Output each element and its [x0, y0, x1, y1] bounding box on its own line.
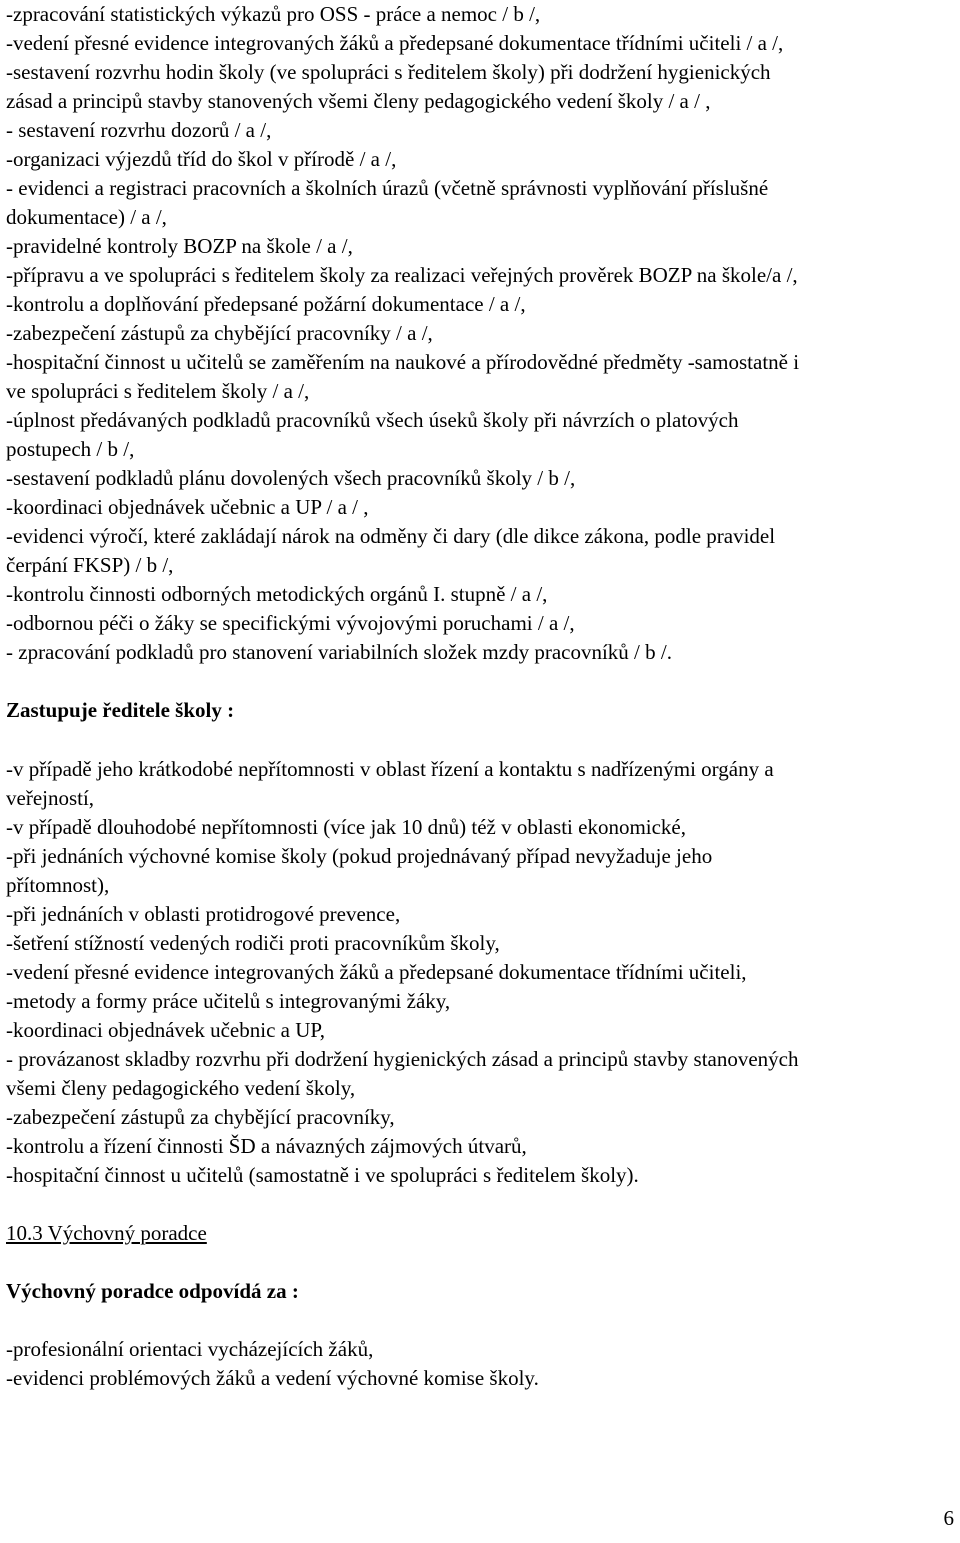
page-number: 6 [943, 1506, 954, 1530]
list-line: -šetření stížností vedených rodiči proti pracovníkům školy, [6, 931, 500, 955]
list-line: -zabezpečení zástupů za chybějící pracovníky / a /, [6, 321, 433, 345]
list-line: -vedení přesné evidence integrovaných žáků a předepsané dokumentace třídními učiteli / a /, [6, 31, 784, 55]
list-line: -sestavení rozvrhu hodin školy (ve spolupráci s ředitelem školy) při dodržení hygienických [6, 60, 771, 84]
list-line: -koordinaci objednávek učebnic a UP, [6, 1018, 325, 1042]
list-line: -zpracování statistických výkazů pro OSS - práce a nemoc / b /, [6, 2, 541, 26]
list-line: ve spolupráci s ředitelem školy / a /, [6, 379, 310, 403]
list-line: -pravidelné kontroly BOZP na škole / a /, [6, 234, 353, 258]
list-line: zásad a principů stavby stanovených všemi členy pedagogického vedení školy / a / , [6, 89, 711, 113]
list-line: -zabezpečení zástupů za chybějící pracovníky, [6, 1105, 395, 1129]
list-line: veřejností, [6, 786, 95, 810]
deputy-list [6, 755, 799, 1190]
deputy-heading: Zastupuje ředitele školy : [6, 698, 235, 722]
list-line: -evidenci problémových žáků a vedení výchovné komise školy. [6, 1366, 539, 1390]
list-line: čerpání FKSP) / b /, [6, 553, 174, 577]
list-line: -kontrolu a řízení činnosti ŠD a návazných zájmových útvarů, [6, 1134, 527, 1158]
list-line: -odbornou péči o žáky se specifickými vývojovými poruchami / a /, [6, 611, 575, 635]
list-line: - sestavení rozvrhu dozorů / a /, [6, 118, 272, 142]
list-line: postupech / b /, [6, 437, 135, 461]
list-line: -kontrolu a doplňování předepsané požární dokumentace / a /, [6, 292, 526, 316]
list-line: -při jednáních v oblasti protidrogové prevence, [6, 902, 401, 926]
list-line: -sestavení podkladů plánu dovolených všech pracovníků školy / b /, [6, 466, 576, 490]
list-line: -v případě dlouhodobé nepřítomnosti (více jak 10 dnů) též v oblasti ekonomické, [6, 815, 686, 839]
responsibilities-list [6, 0, 799, 667]
list-line: -v případě jeho krátkodobé nepřítomnosti v oblast řízení a kontaktu s nadřízenými orgány a [6, 757, 774, 781]
section-title: 10.3 Výchovný poradce [6, 1221, 207, 1245]
list-line: - provázanost skladby rozvrhu při dodržení hygienických zásad a principů stavby stanovených [6, 1047, 799, 1071]
list-line: -metody a formy práce učitelů s integrovanými žáky, [6, 989, 451, 1013]
list-line: -profesionální orientaci vycházejících žáků, [6, 1337, 374, 1361]
list-line: - evidenci a registraci pracovních a školních úrazů (včetně správnosti vyplňování příslušné [6, 176, 769, 200]
list-line: -evidenci výročí, které zakládají nárok na odměny či dary (dle dikce zákona, podle pravidel [6, 524, 776, 548]
counselor-list [6, 1335, 539, 1393]
list-line: -hospitační činnost u učitelů (samostatně i ve spolupráci s ředitelem školy). [6, 1163, 639, 1187]
list-line: dokumentace) / a /, [6, 205, 167, 229]
list-line: -koordinaci objednávek učebnic a UP / a / , [6, 495, 369, 519]
list-line: - zpracování podkladů pro stanovení variabilních složek mzdy pracovníků / b /. [6, 640, 672, 664]
list-line: -hospitační činnost u učitelů se zaměřením na naukové a přírodovědné předměty -samostatně i [6, 350, 800, 374]
list-line: -kontrolu činnosti odborných metodických orgánů I. stupně / a /, [6, 582, 548, 606]
list-line: -organizaci výjezdů tříd do škol v přírodě / a /, [6, 147, 397, 171]
list-line: přítomnost), [6, 873, 110, 897]
list-line: všemi členy pedagogického vedení školy, [6, 1076, 356, 1100]
counselor-heading: Výchovný poradce odpovídá za : [6, 1279, 299, 1303]
list-line: -vedení přesné evidence integrovaných žáků a předepsané dokumentace třídními učiteli, [6, 960, 747, 984]
list-line: -při jednáních výchovné komise školy (pokud projednávaný případ nevyžaduje jeho [6, 844, 713, 868]
list-line: -úplnost předávaných podkladů pracovníků všech úseků školy při návrzích o platových [6, 408, 739, 432]
list-line: -přípravu a ve spolupráci s ředitelem školy za realizaci veřejných prověrek BOZP na škole/a /, [6, 263, 798, 287]
